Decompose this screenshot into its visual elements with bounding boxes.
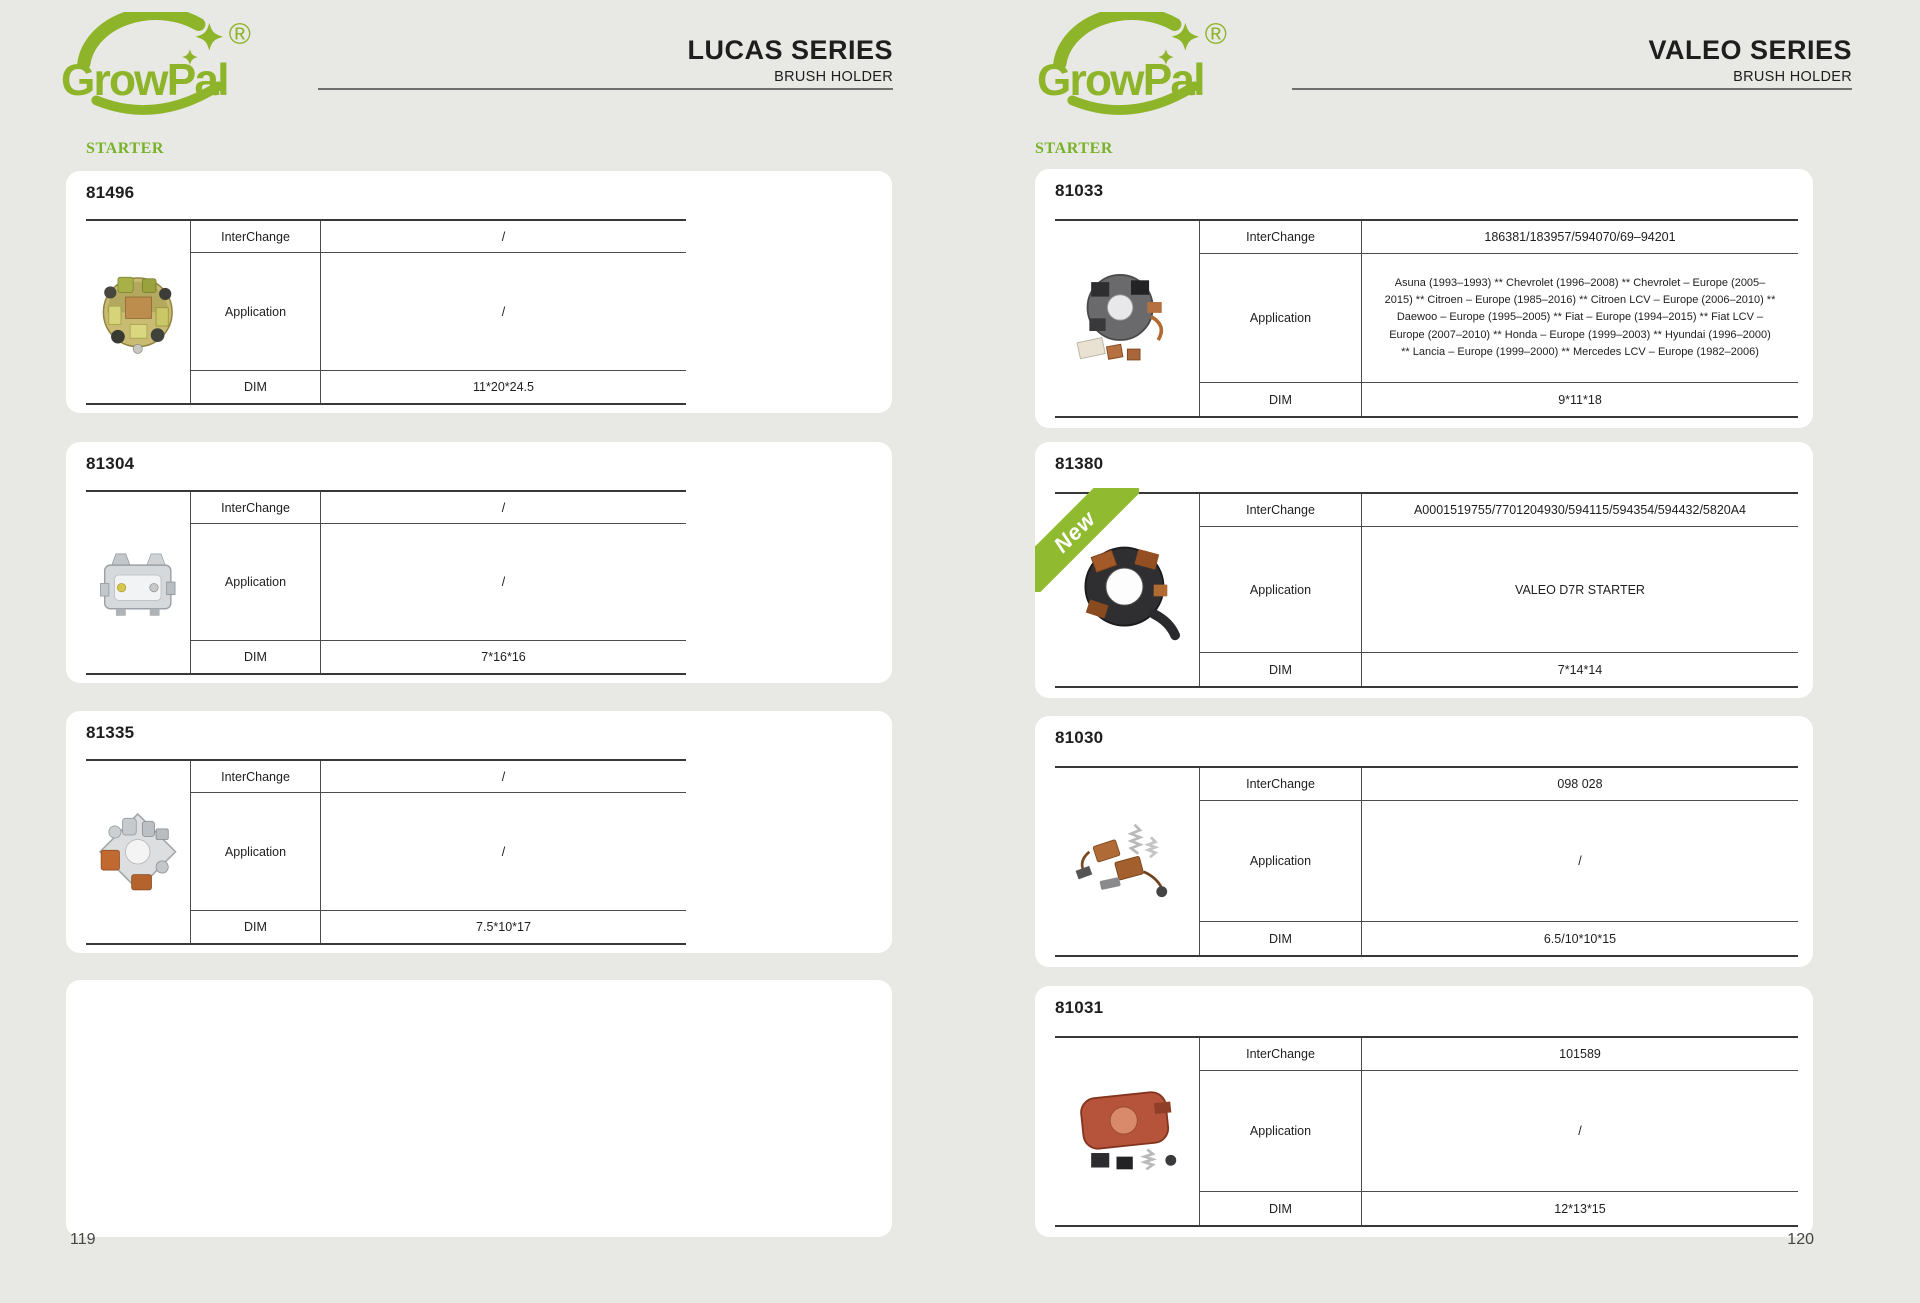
spec-row-ic [1200, 768, 1798, 801]
part-number: 81496 [86, 183, 135, 202]
spec-value-dim: 9*11*18 [1558, 392, 1602, 407]
spec-row-ic [1200, 494, 1798, 527]
spec-label-ic: InterChange [191, 761, 321, 792]
section-label-starter: STARTER [86, 140, 165, 157]
spec-table [1055, 766, 1798, 957]
spec-value-app: / [501, 575, 506, 589]
product-photo [1055, 494, 1200, 686]
product-card [1035, 442, 1813, 698]
spec-label-ic: InterChange [191, 492, 321, 523]
spec-value-dim: 7*14*14 [1557, 662, 1603, 677]
page-number: 120 [1787, 1231, 1814, 1248]
page-number: 119 [70, 1231, 96, 1248]
spec-label-ic: InterChange [1200, 768, 1362, 800]
product-card [1035, 169, 1813, 428]
registered-mark: ® [1204, 17, 1227, 51]
product-card [1035, 986, 1813, 1237]
product-photo [1055, 768, 1200, 955]
product-photo [86, 221, 191, 403]
product-photo [86, 761, 191, 943]
growpal-logo-graphic [1032, 12, 1238, 118]
spec-label-ic: InterChange [191, 221, 321, 252]
spec-row-ic [1200, 221, 1798, 254]
spec-value-ic: 186381/183957/594070/69–94201 [1484, 230, 1676, 244]
series-title-block [1648, 36, 1852, 85]
part-number: 81380 [1055, 454, 1104, 473]
series-title: VALEO SERIES [1648, 35, 1852, 65]
spec-row-dim [191, 911, 686, 943]
spec-row-app [191, 524, 686, 641]
spec-value-app: / [1578, 854, 1582, 868]
spec-label-dim: DIM [1200, 1192, 1362, 1225]
spec-value-app: / [501, 844, 506, 859]
part-number: 81031 [1055, 998, 1104, 1017]
new-badge-label: New [1035, 488, 1139, 592]
spec-rows [191, 761, 686, 943]
spec-label-dim: DIM [1200, 922, 1362, 955]
spec-value-ic: / [501, 229, 506, 244]
spec-label-dim: DIM [191, 641, 321, 673]
spec-rows [191, 221, 686, 403]
spec-row-dim [1200, 383, 1798, 416]
spec-row-dim [1200, 922, 1798, 955]
spec-value-ic: 098 028 [1557, 777, 1603, 791]
spec-value-app: Asuna (1993–1993) ** Chevrolet (1996–2008) ** Chevrolet – Europe (2005–2015) ** Citroen – Europe (1985–2016) ** Citroen LCV – Europe (2006–2010) ** Daewoo – Europe (1995–2005) ** Fiat – Europe (1994–2015) ** Fiat LCV – Europe (2007–2010) ** Honda – Europe (1999–2003) ** Hyundai (1996–2000) ** Lancia – Europe (1999–2000) ** Mercedes LCV – Europe (1982–2006) [1384, 277, 1776, 358]
spec-label-app: Application [1200, 527, 1362, 652]
spec-row-dim [191, 371, 686, 403]
spec-value-dim: 7*16*16 [481, 650, 526, 664]
spec-rows [191, 492, 686, 673]
spec-row-dim [1200, 653, 1798, 686]
spec-value-dim: 12*13*15 [1554, 1201, 1606, 1216]
part-number: 81304 [86, 454, 135, 473]
product-photo [86, 492, 191, 673]
header-divider [1292, 88, 1852, 90]
spec-value-ic: / [501, 500, 506, 515]
spec-label-ic: InterChange [1200, 494, 1362, 526]
spec-value-app: VALEO D7R STARTER [1515, 582, 1645, 597]
spec-row-ic [191, 492, 686, 524]
spec-table [1055, 1036, 1798, 1227]
spec-table [86, 219, 686, 405]
part-number: 81030 [1055, 728, 1104, 747]
product-card [66, 171, 892, 413]
section-label-starter: STARTER [1035, 140, 1114, 157]
product-photo [1055, 1038, 1200, 1225]
series-subtitle: BRUSH HOLDER [1733, 68, 1852, 85]
spec-table [86, 490, 686, 675]
registered-mark: ® [228, 17, 251, 51]
spec-label-dim: DIM [191, 371, 321, 403]
spec-row-ic [191, 761, 686, 793]
spec-rows [1200, 768, 1798, 955]
spec-row-app [191, 253, 686, 371]
spec-row-app [1200, 527, 1798, 653]
growpal-logo [56, 12, 262, 118]
spec-label-ic: InterChange [1200, 1038, 1362, 1070]
page-valeo-series [960, 0, 1920, 1303]
spec-rows [1200, 1038, 1798, 1225]
spec-label-ic: InterChange [1200, 221, 1362, 253]
spec-value-app: / [501, 304, 506, 319]
spec-label-dim: DIM [1200, 383, 1362, 416]
series-title: LUCAS SERIES [687, 35, 893, 65]
product-photo [1055, 221, 1200, 416]
logo-wordmark: GrowPal [60, 56, 228, 106]
spec-table [1055, 219, 1798, 418]
part-number: 81335 [86, 723, 135, 742]
empty-card [66, 980, 892, 1237]
product-card [1035, 716, 1813, 967]
spec-label-app: Application [1200, 801, 1362, 921]
growpal-logo [1032, 12, 1238, 118]
spec-value-dim: 11*20*24.5 [473, 380, 534, 394]
spec-table [1055, 492, 1798, 688]
spec-row-ic [191, 221, 686, 253]
header-divider [318, 88, 893, 90]
spec-label-dim: DIM [191, 911, 321, 943]
spec-row-app [1200, 801, 1798, 922]
spec-value-dim: 7.5*10*17 [476, 920, 531, 934]
spec-table [86, 759, 686, 945]
spec-label-dim: DIM [1200, 653, 1362, 686]
growpal-logo-graphic [56, 12, 262, 118]
logo-wordmark: GrowPal [1036, 56, 1204, 106]
product-card [66, 442, 892, 683]
spec-row-ic [1200, 1038, 1798, 1071]
spec-label-app: Application [1200, 254, 1362, 382]
spec-label-app: Application [1200, 1071, 1362, 1191]
product-card [66, 711, 892, 953]
spec-value-ic: A0001519755/7701204930/594115/594354/594432/5820A4 [1413, 503, 1747, 517]
spec-value-ic: / [501, 769, 506, 784]
spec-rows [1200, 221, 1798, 416]
spec-row-app [191, 793, 686, 911]
spec-row-app [1200, 1071, 1798, 1192]
spec-label-app: Application [191, 253, 321, 370]
spec-rows [1200, 494, 1798, 686]
spec-value-app: / [1578, 1124, 1582, 1138]
spec-label-app: Application [191, 793, 321, 910]
series-title-block [687, 36, 893, 85]
spec-label-app: Application [191, 524, 321, 640]
spec-value-ic: 101589 [1559, 1047, 1601, 1061]
spec-row-dim [1200, 1192, 1798, 1225]
spec-row-dim [191, 641, 686, 673]
spec-value-dim: 6.5/10*10*15 [1543, 931, 1617, 946]
series-subtitle: BRUSH HOLDER [774, 68, 893, 85]
part-number: 81033 [1055, 181, 1104, 200]
spec-row-app [1200, 254, 1798, 383]
